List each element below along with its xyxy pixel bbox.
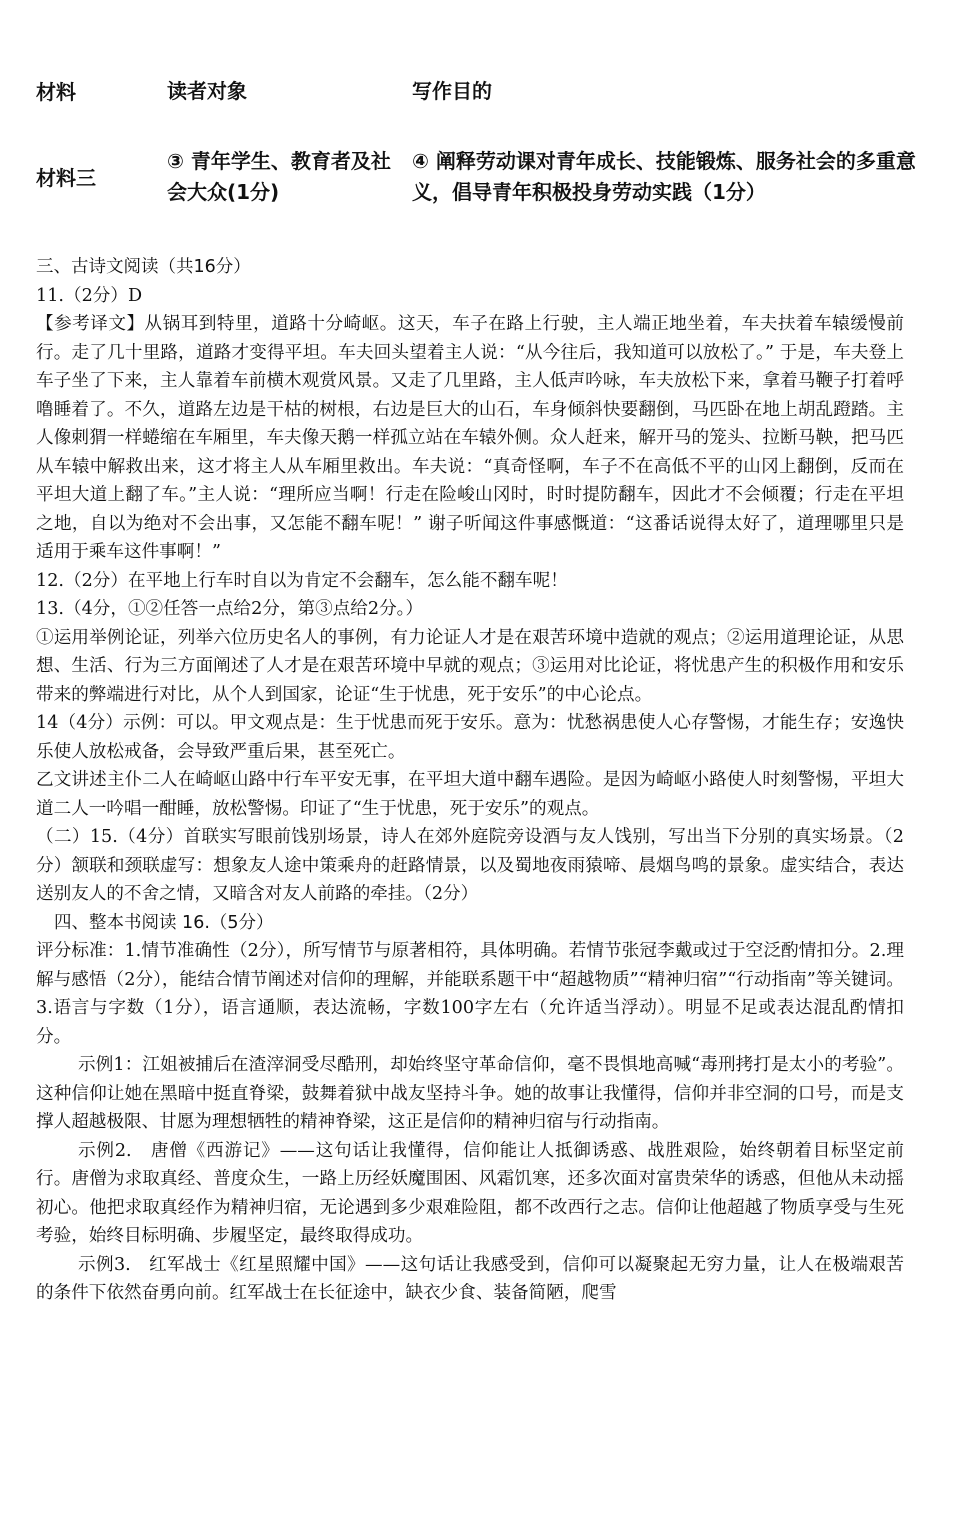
header-purpose: 写作目的	[412, 79, 492, 103]
q16-example-1: 示例1：江姐被捕后在渣滓洞受尽酷刑，却始终坚守革命信仰，毫不畏惧地高喊“毒刑拷打是太小的考验”。这种信仰让她在黑暗中挺直脊梁，鼓舞着狱中战友坚持斗争。她的故事让我懂得，信仰并非空洞的口号，而是支撑人超越极限、甘愿为理想牺牲的精神脊梁，这正是信仰的精神归宿与行动指南。	[36, 1055, 904, 1132]
q12-answer: 12.（2分）在平地上行车时自以为肯定不会翻车，怎么能不翻车呢！	[36, 570, 568, 591]
q16-example-3: 示例3. 红军战士《红星照耀中国》——这句话让我感受到，信仰可以凝聚起无穷力量，让人在极端艰苦的条件下依然奋勇向前。红军战士在长征途中，缺衣少食、装备简陋，爬雪	[36, 1254, 904, 1303]
q14-answer-continued: 乙文讲述主仆二人在崎岖山路中行车平安无事，在平坦大道中翻车遇险。是因为崎岖小路使人时刻警惕，平坦大道二人一吟唱一酣睡，放松警惕。印证了“生于忧患，死于安乐”的观点。	[36, 770, 904, 819]
header-audience: 读者对象	[167, 79, 247, 103]
material-3-purpose: ④ 阐释劳动课对青年成长、技能锻炼、服务社会的多重意义，倡导青年积极投身劳动实践（1分）	[412, 149, 916, 204]
material-3-label: 材料三	[36, 166, 96, 190]
header-material: 材料	[36, 80, 76, 104]
q16-example-2: 示例2. 唐僧《西游记》——这句话让我懂得，信仰能让人抵御诱惑、战胜艰险，始终朝着目标坚定前行。唐僧为求取真经、普度众生，一路上历经妖魔围困、风霜饥寒，还多次面对富贵荣华的诱惑，但他从未动摇初心。他把求取真经作为精神归宿，无论遇到多少艰难险阻，都不改西行之志。信仰让他超越了物质享受与生死考验，始终目标明确、步履坚定，最终取得成功。	[36, 1140, 904, 1246]
q13-title: 13.（4分，①②任答一点给2分，第③点给2分。）	[36, 599, 424, 619]
q11-translation: 【参考译文】从锅耳到特里，道路十分崎岖。这天，车子在路上行驶，主人端正地坐着，车夫扶着车辕缓慢前行。走了几十里路，道路才变得平坦。车夫回头望着主人说：“从今往后，我知道可以放松了。” 于是，车夫登上车子坐了下来，主人靠着车前横木观赏风景。又走了几里路，主人低声吟咏，车夫放松下来，拿着马鞭子打着呼噜睡着了。不久，道路左边是干枯的树根，右边是巨大的山石，车身倾斜快要翻倒，马匹卧在地上胡乱蹬踏。主人像刺猬一样蜷缩在车厢里，车夫像天鹅一样孤立站在车辕外侧。众人赶来，解开马的笼头、拉断马鞅，把马匹从车辕中解救出来，这才将主人从车厢里救出。车夫说：“真奇怪啊，车子不在高低不平的山冈上翻倒，反而在平坦大道上翻了车。”主人说：“理所应当啊！行走在险峻山冈时，时时提防翻车，因此才不会倾覆；行走在平坦之地，自以为绝对不会出事，又怎能不翻车呢！” 谢子听闻这件事感慨道：“这番话说得太好了，道理哪里只是适用于乘车这件事啊！”	[36, 314, 904, 562]
q11-answer: 11.（2分）D	[36, 285, 143, 306]
section-4-title: 四、整本书阅读 16.（5分）	[54, 912, 274, 933]
q14-answer: 14（4分）示例：可以。甲文观点是：生于忧患而死于安乐。意为：忧愁祸患使人心存警惕，才能生存；安逸快乐使人放松戒备，会导致严重后果，甚至死亡。	[36, 713, 904, 762]
q15-answer: （二）15.（4分）首联实写眼前饯别场景，诗人在郊外庭院旁设酒与友人饯别，写出当下分别的真实场景。（2分）颔联和颈联虚写：想象友人途中策乘舟的赶路情景，以及蜀地夜雨猿啼、晨烟鸟鸣的景象。虚实结合，表达送别友人的不舍之情，又暗含对友人前路的牵挂。（2分）	[36, 827, 904, 904]
answer-body	[36, 253, 904, 1308]
q13-answer: ①运用举例论证，列举六位历史名人的事例，有力论证人才是在艰苦环境中造就的观点；②运用道理论证，从思想、生活、行为三方面阐述了人才是在艰苦环境中早就的观点；③运用对比论证，将忧患产生的积极作用和安乐带来的弊端进行对比，从个人到国家，论证“生于忧患，死于安乐”的中心论点。	[36, 627, 904, 705]
q16-criteria: 评分标准：1.情节准确性（2分），所写情节与原著相符，具体明确。若情节张冠李戴或过于空泛酌情扣分。2.理解与感悟（2分），能结合情节阐述对信仰的理解，并能联系题干中“超越物质”“精神归宿”“行动指南”等关键词。3.语言与字数（1分），语言通顺，表达流畅，字数100字左右（允许适当浮动）。明显不足或表达混乱酌情扣分。	[36, 941, 904, 1047]
material-3-audience: ③ 青年学生、教育者及社会大众(1分)	[167, 149, 391, 204]
section-3-title: 三、古诗文阅读（共16分）	[36, 257, 251, 277]
